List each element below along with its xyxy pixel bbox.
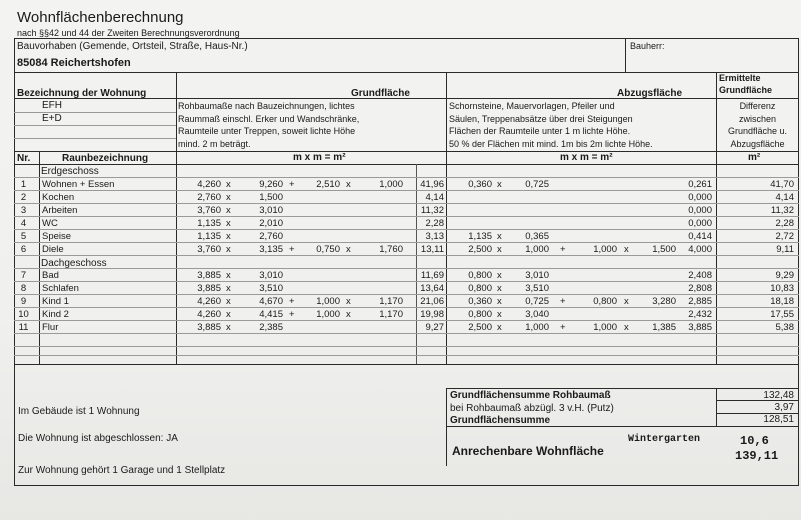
wintergarten-label: Wintergarten [628, 434, 701, 445]
grund-measure: x [226, 296, 231, 307]
room-name: Kochen [42, 192, 75, 203]
grund-measure: x [346, 244, 351, 255]
abzug-measure: 0,800 [468, 270, 492, 281]
abzug-measure: x [497, 244, 502, 255]
bauherr-label: Bauherr: [630, 41, 665, 51]
grund-measure: 3,010 [259, 270, 283, 281]
grundsumme-label: Grundflächensumme [450, 415, 551, 426]
abzug-measure: 1,500 [652, 244, 676, 255]
form-frame [14, 38, 799, 486]
grund-measure: x [226, 322, 231, 333]
row-number: 4 [20, 218, 27, 229]
result-area: 11,32 [770, 205, 794, 216]
abzug-measure: 0,360 [468, 179, 492, 190]
grid-line [14, 320, 799, 321]
grid-line [14, 177, 799, 178]
grund-measure: 3,135 [259, 244, 283, 255]
document-subtitle: nach §§42 und 44 der Zweiten Berechnungsverordnung [17, 28, 240, 38]
result-area: 2,72 [775, 231, 794, 242]
grund-sum: 13,11 [420, 244, 444, 255]
room-name: Schlafen [42, 283, 79, 294]
grund-measure: + [289, 244, 295, 255]
abzug-measure: x [497, 296, 502, 307]
summe-label: Grundflächensumme Rohbaumaß [450, 390, 611, 401]
room-name: Flur [42, 322, 59, 333]
grund-sum: 13,64 [420, 283, 444, 294]
grund-measure: 4,670 [259, 296, 283, 307]
result-area: 4,14 [775, 192, 794, 203]
abzug-putz-label: bei Rohbaumaß abzügl. 3 v.H. (Putz) [450, 403, 614, 414]
grund-measure: x [226, 192, 231, 203]
abzug-sum: 0,261 [688, 179, 712, 190]
abzug-measure: + [560, 244, 566, 255]
grund-measure: 4,260 [197, 309, 221, 320]
grund-measure: 3,510 [259, 283, 283, 294]
grid-line [14, 268, 799, 269]
abzug-measure: 1,000 [525, 322, 549, 333]
room-name: Bad [42, 270, 59, 281]
room-name: Arbeiten [42, 205, 78, 216]
abzug-measure: 0,800 [593, 296, 617, 307]
grund-measure: x [226, 283, 231, 294]
abzug-sum: 4,000 [688, 244, 712, 255]
room-name: Wohnen + Essen [42, 179, 115, 190]
row-number: 2 [20, 192, 27, 203]
abzug-measure: 0,360 [468, 296, 492, 307]
abzug-measure: + [560, 322, 566, 333]
grid-line [14, 242, 799, 243]
abzug-sum: 0,000 [688, 205, 712, 216]
abzug-measure: 3,280 [652, 296, 676, 307]
grund-sum: 4,14 [425, 192, 444, 203]
grund-sum: 11,32 [420, 205, 444, 216]
grid-line [14, 333, 799, 334]
grund-measure: x [226, 244, 231, 255]
abzug-sum: 2,432 [688, 309, 712, 320]
row-number: 7 [20, 270, 27, 281]
abzug-measure: 2,500 [468, 322, 492, 333]
row-number: 8 [20, 283, 27, 294]
abgeschlossen-info: Die Wohnung ist abgeschlossen: JA [18, 433, 178, 444]
unit-header: m² [748, 152, 761, 163]
result-area: 10,83 [770, 283, 794, 294]
grid-line [14, 190, 799, 191]
abzug-measure: x [497, 270, 502, 281]
grund-measure: x [346, 309, 351, 320]
abzug-measure: 1,385 [652, 322, 676, 333]
grund-measure: 1,170 [379, 309, 403, 320]
formula-grund: m x m = m² [293, 152, 346, 163]
abzug-sum: 0,000 [688, 192, 712, 203]
grund-measure: 3,760 [197, 205, 221, 216]
abzug-sum: 2,885 [688, 296, 712, 307]
grid-line [14, 346, 799, 347]
bauvorhaben-label: Bauvorhaben (Gemende, Ortsteil, Straße, Haus-Nr.) [17, 41, 248, 52]
grund-measure: + [289, 296, 295, 307]
grund-measure: x [226, 231, 231, 242]
abzug-measure: 3,010 [525, 270, 549, 281]
raumbezeichnung-header: Raunbezeichnung [62, 153, 149, 164]
abzug-measure: 0,725 [525, 296, 549, 307]
formula-abzug: m x m = m² [560, 152, 613, 163]
total-wohnflaeche: 139,11 [735, 449, 779, 463]
grundflaeche-description: Rohbaumaße nach Bauzeichnungen, lichtes Raummaß einschl. Erker und Wandschränke, Raumteile unter Treppen, soweit lichte Höhe mind. 2 m beträgt. [178, 101, 360, 149]
grund-measure: x [226, 218, 231, 229]
ermittelte-header-1: Ermittelte [719, 73, 761, 83]
grund-sum: 21,06 [420, 296, 444, 307]
grund-measure: 1,500 [259, 192, 283, 203]
grund-measure: + [289, 179, 295, 190]
grund-measure: 3,885 [197, 270, 221, 281]
grund-measure: 0,750 [316, 244, 340, 255]
abzug-measure: 1,000 [593, 322, 617, 333]
grid-line [14, 203, 799, 204]
grid-line [14, 229, 799, 230]
abzug-measure: x [624, 244, 629, 255]
abzug-measure: x [624, 296, 629, 307]
bezeichnung-header: Bezeichnung der Wohnung [17, 88, 147, 99]
abzug-measure: 0,725 [525, 179, 549, 190]
abzugsflaeche-header: Abzugsfläche [617, 88, 683, 99]
abzug-measure: x [497, 322, 502, 333]
grund-sum: 9,27 [425, 322, 444, 333]
row-number: 11 [18, 322, 29, 333]
grund-measure: 9,260 [259, 179, 283, 190]
grund-measure: 2,760 [259, 231, 283, 242]
result-area: 17,55 [770, 309, 794, 320]
grund-measure: 1,000 [379, 179, 403, 190]
grid-line [14, 255, 799, 256]
wohnung-type-efh: EFH [42, 100, 62, 111]
row-number: 6 [20, 244, 27, 255]
grund-measure: 4,415 [259, 309, 283, 320]
row-number: 9 [20, 296, 27, 307]
bauvorhaben-value: 85084 Reichertshofen [17, 57, 131, 69]
grund-measure: 2,510 [316, 179, 340, 190]
grid-line [14, 294, 799, 295]
grund-measure: x [346, 179, 351, 190]
ermittelte-description: Differenz zwischen Grundfläche u. Abzugsfläche [727, 101, 788, 149]
grundflaeche-header: Grundfläche [351, 88, 410, 99]
grund-measure: 3,760 [197, 244, 221, 255]
grund-measure: 3,010 [259, 205, 283, 216]
room-name: Speise [42, 231, 72, 242]
abzug-measure: 1,000 [525, 244, 549, 255]
grund-measure: 4,260 [197, 296, 221, 307]
wohnung-type-ed: E+D [42, 113, 62, 124]
grund-measure: 2,760 [197, 192, 221, 203]
grid-line [14, 216, 799, 217]
ermittelte-header-2: Grundfläche [719, 85, 773, 95]
row-number: 10 [18, 309, 29, 320]
abzug-measure: 3,040 [525, 309, 549, 320]
abzug-measure: 0,800 [468, 309, 492, 320]
row-number: 5 [20, 231, 27, 242]
document-title: Wohnflächenberechnung [17, 9, 184, 26]
abzugsflaeche-description: Schornsteine, Mauervorlagen, Pfeiler und Säulen, Treppenabsätze über drei Steigungen Flächen der Raumteile unter 1 m lichte Höhe. 50 % der Flächen mit mind. 1m bis 2m lichte Höhe. [449, 101, 653, 149]
abzug-measure: 2,500 [468, 244, 492, 255]
grid-line [14, 307, 799, 308]
grund-measure: x [226, 179, 231, 190]
grund-sum: 11,69 [420, 270, 444, 281]
nr-header: Nr. [17, 153, 31, 164]
grund-measure: x [226, 270, 231, 281]
grund-sum: 41,96 [420, 179, 444, 190]
abzug-measure: 0,365 [525, 231, 549, 242]
grund-measure: x [226, 205, 231, 216]
grund-measure: 1,760 [379, 244, 403, 255]
grund-sum: 19,98 [420, 309, 444, 320]
gebaeude-info: Im Gebäude ist 1 Wohnung [18, 406, 140, 417]
abzug-measure: x [624, 322, 629, 333]
abzug-measure: + [560, 296, 566, 307]
grid-line [14, 281, 799, 282]
grund-measure: 1,000 [316, 309, 340, 320]
row-number: 1 [20, 179, 27, 190]
result-area: 2,28 [775, 218, 794, 229]
abzug-sum: 2,408 [688, 270, 712, 281]
grund-measure: 1,170 [379, 296, 403, 307]
abzug-measure: 1,135 [468, 231, 492, 242]
grund-measure: 1,135 [197, 218, 221, 229]
grund-measure: 4,260 [197, 179, 221, 190]
grund-measure: + [289, 309, 295, 320]
abzug-sum: 0,000 [688, 218, 712, 229]
room-name: Diele [42, 244, 64, 255]
section-erdgeschoss: Erdgeschoss [41, 166, 99, 177]
abzug-sum: 3,885 [688, 322, 712, 333]
grund-measure: x [346, 296, 351, 307]
grund-measure: 1,000 [316, 296, 340, 307]
grund-measure: 3,885 [197, 283, 221, 294]
result-area: 9,29 [775, 270, 794, 281]
grid-line [14, 355, 799, 356]
abzug-measure: 1,000 [593, 244, 617, 255]
garage-info: Zur Wohnung gehört 1 Garage und 1 Stellplatz [18, 465, 226, 476]
result-area: 41,70 [770, 179, 794, 190]
abzug-sum: 0,414 [688, 231, 712, 242]
abzug-measure: x [497, 179, 502, 190]
grund-measure: 2,385 [259, 322, 283, 333]
abzug-putz-value: 3,97 [774, 402, 794, 413]
anrechenbar-label: Anrechenbare Wohnfläche [452, 444, 604, 458]
row-number: 3 [20, 205, 27, 216]
abzug-measure: x [497, 283, 502, 294]
summe-value: 132,48 [763, 390, 794, 401]
grund-measure: 1,135 [197, 231, 221, 242]
grund-measure: x [226, 309, 231, 320]
result-area: 9,11 [776, 244, 794, 255]
abzug-measure: 0,800 [468, 283, 492, 294]
grund-measure: 3,885 [197, 322, 221, 333]
grund-measure: 2,010 [259, 218, 283, 229]
room-name: Kind 2 [42, 309, 69, 320]
abzug-measure: x [497, 231, 502, 242]
result-area: 18,18 [770, 296, 794, 307]
room-name: WC [42, 218, 58, 229]
grund-sum: 2,28 [425, 218, 444, 229]
abzug-measure: 3,510 [525, 283, 549, 294]
section-dachgeschoss: Dachgeschoss [41, 258, 107, 269]
abzug-sum: 2,808 [688, 283, 712, 294]
room-name: Kind 1 [42, 296, 69, 307]
wintergarten-value: 10,6 [740, 434, 769, 448]
grundsumme-value: 128,51 [763, 414, 794, 425]
result-area: 5,38 [775, 322, 794, 333]
abzug-measure: x [497, 309, 502, 320]
grund-sum: 3,13 [425, 231, 444, 242]
